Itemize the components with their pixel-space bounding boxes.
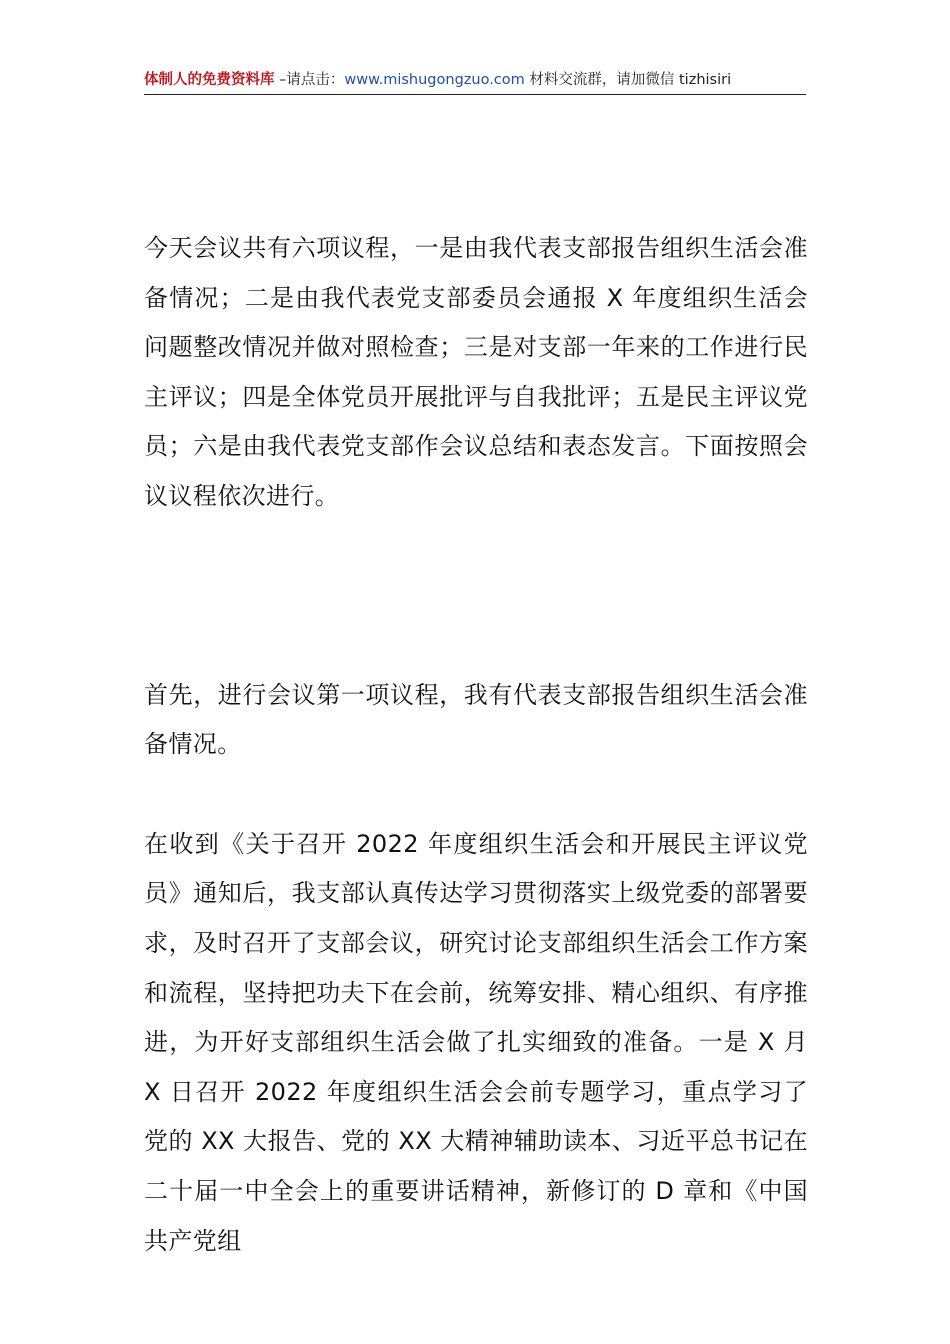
header-prompt: –请点击：: [274, 72, 345, 88]
paragraph-first-item: 首先，进行会议第一项议程，我有代表支部报告组织生活会准备情况。: [144, 680, 808, 759]
header-contact-note: 材料交流群，请加微信 tizhisiri: [524, 72, 732, 88]
paragraph-agenda: 今天会议共有六项议程，一是由我代表支部报告组织生活会准备情况；二是由我代表党支部委员会通报 X 年度组织生活会问题整改情况并做对照检查；三是对支部一年来的工作进行民主评议；四是全体党员开展批评与自我批评；五是民主评议党员；六是由我代表党支部作会议总结和表态发言。下面按照会议议程依次进行。: [144, 234, 808, 510]
paragraph-preparation: 在收到《关于召开 2022 年度组织生活会和开展民主评议党员》通知后，我支部认真传达学习贯彻落实上级党委的部署要求，及时召开了支部会议，研究讨论支部组织生活会工作方案和流程，坚持把功夫下在会前，统筹安排、精心组织、有序推进，为开好支部组织生活会做了扎实细致的准备。一是 X 月 X 日召开 2022 年度组织生活会会前专题学习，重点学习了党的 XX 大报告、党的 XX 大精神辅助读本、习近平总书记在二十届一中全会上的重要讲话精神，新修订的 D 章和《中国共产党组: [144, 829, 808, 1255]
header-url-link[interactable]: www.mishugongzuo.com: [344, 72, 525, 88]
document-body: [144, 224, 808, 1266]
page-header: [144, 66, 806, 95]
header-brand: 体制人的免费资料库: [144, 72, 275, 88]
